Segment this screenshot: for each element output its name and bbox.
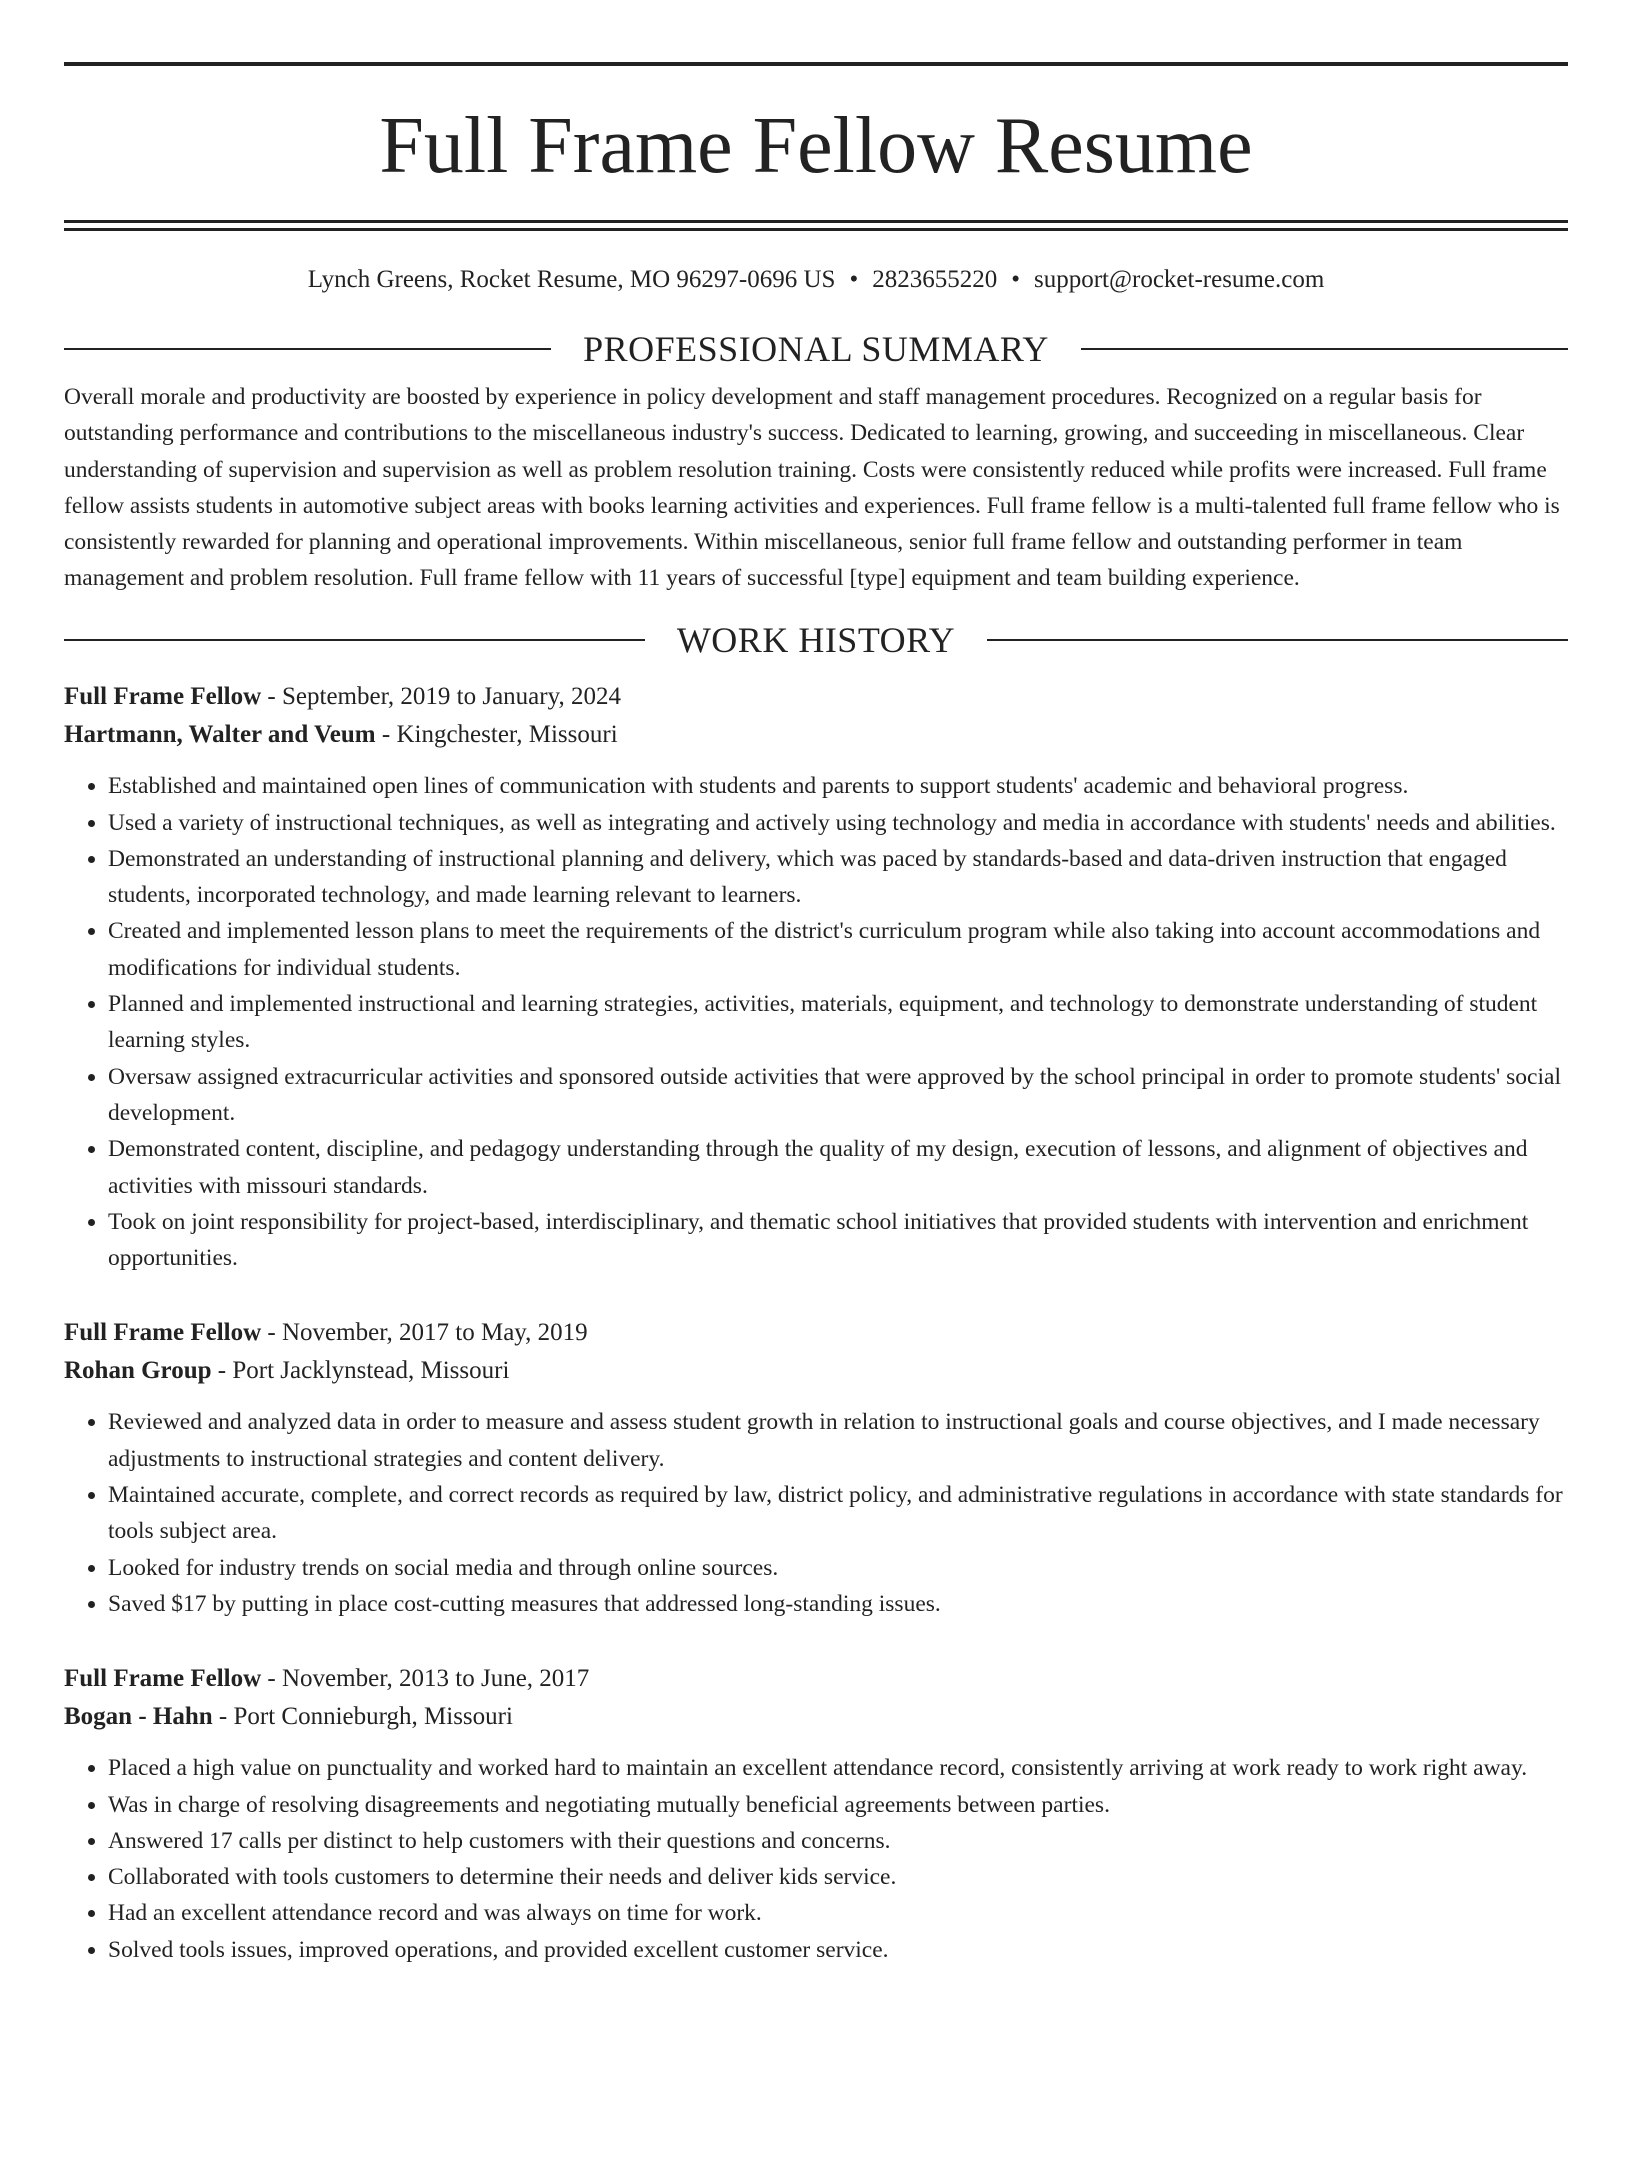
contact-separator: • <box>849 266 859 293</box>
job-company: Rohan Group <box>64 1357 212 1385</box>
job-bullet: • Was in charge of resolving disagreements and negotiating mutually beneficial agreements between parties. <box>108 1787 1568 1823</box>
dash: - <box>261 1319 282 1347</box>
job-location: Port Jacklynstead, Missouri <box>232 1357 510 1385</box>
job-dates: November, 2017 to May, 2019 <box>282 1319 588 1347</box>
job-title: Full Frame Fellow <box>64 1319 262 1347</box>
heading-rule-right <box>1081 348 1568 350</box>
work-history-heading <box>64 620 1568 660</box>
job-entry <box>64 1660 1568 1968</box>
job-bullet: • Solved tools issues, improved operations, and provided excellent customer service. <box>108 1932 1568 1968</box>
work-history-heading-title: WORK HISTORY <box>676 620 956 661</box>
job-company-line <box>64 1352 1568 1390</box>
job-entry <box>64 1314 1568 1622</box>
title-double-rule <box>64 220 1568 231</box>
contact-address: Lynch Greens, Rocket Resume, MO 96297-0696 US <box>307 266 836 293</box>
resume-title: Full Frame Fellow Resume <box>379 102 1253 190</box>
heading-rule-right <box>987 639 1568 641</box>
job-dates: November, 2013 to June, 2017 <box>282 1665 590 1693</box>
job-company-line <box>64 716 1568 754</box>
job-bullet: • Created and implemented lesson plans to meet the requirements of the district's curriculum program while also taking into account accommodations and modifications for individual students. <box>108 913 1568 986</box>
job-bullet: • Oversaw assigned extracurricular activities and sponsored outside activities that were approved by the school principal in order to promote students' social development. <box>108 1059 1568 1132</box>
contact-separator: • <box>1011 266 1020 293</box>
summary-text: Overall morale and productivity are boosted by experience in policy development and staff management procedures. Recognized on a regular basis for outstanding performance and contributions to the miscellaneous industry's success. Dedicated to learning, growing, and succeeding in miscellaneous. Clear understanding of supervision and supervision as well as problem resolution training. Costs were consistently reduced while profits were increased. Full frame fellow assists students in automotive subject areas with books learning activities and experiences. Full frame fellow is a multi-talented full frame fellow who is consistently rewarded for planning and operational improvements. Within miscellaneous, senior full frame fellow and outstanding performer in team management and problem resolution. Full frame fellow with 11 years of successful [type] equipment and team building experience. <box>64 384 1560 592</box>
job-bullet: • Saved $17 by putting in place cost-cutting measures that addressed long-standing issues. <box>108 1586 1568 1622</box>
job-bullet: • Used a variety of instructional techniques, as well as integrating and actively using technology and media in accordance with students' needs and abilities. <box>108 805 1568 841</box>
heading-rule-left <box>64 348 551 350</box>
job-title: Full Frame Fellow <box>64 1665 262 1693</box>
job-title-line <box>64 1314 1568 1352</box>
job-bullet: • Demonstrated content, discipline, and pedagogy understanding through the quality of my design, execution of lessons, and alignment of objectives and activities with missouri standards. <box>108 1131 1568 1204</box>
dash: - <box>375 721 397 749</box>
job-bullet: • Established and maintained open lines of communication with students and parents to support students' academic and behavioral progress. <box>108 768 1568 804</box>
job-entry <box>64 678 1568 1276</box>
job-bullet: • Collaborated with tools customers to determine their needs and deliver kids service. <box>108 1859 1568 1895</box>
resume-page <box>0 62 1632 2174</box>
job-bullets <box>64 1750 1568 1968</box>
job-bullet: • Reviewed and analyzed data in order to measure and assess student growth in relation to instructional goals and course objectives, and I made necessary adjustments to instructional strategies and content delivery. <box>108 1404 1568 1477</box>
summary-heading-title: PROFESSIONAL SUMMARY <box>583 329 1049 369</box>
job-title: Full Frame Fellow <box>64 683 262 711</box>
job-company-line <box>64 1698 1568 1736</box>
dash: - <box>212 1703 234 1731</box>
contact-line <box>64 265 1568 295</box>
job-bullet: • Placed a high value on punctuality and worked hard to maintain an excellent attendance record, consistently arriving at work ready to work right away. <box>108 1750 1568 1786</box>
job-bullet: • Demonstrated an understanding of instructional planning and delivery, which was paced by standards-based and data-driven instruction that engaged students, incorporated technology, and made learning relevant to learners. <box>108 841 1568 914</box>
job-company: Hartmann, Walter and Veum <box>64 721 376 749</box>
contact-email: support@rocket-resume.com <box>1033 266 1325 293</box>
job-title-line <box>64 1660 1568 1698</box>
dash: - <box>211 1357 233 1385</box>
job-bullet: • Took on joint responsibility for project-based, interdisciplinary, and thematic school initiatives that provided students with intervention and enrichment opportunities. <box>108 1204 1568 1277</box>
job-bullet: • Answered 17 calls per distinct to help customers with their questions and concerns. <box>108 1823 1568 1859</box>
job-bullet: • Looked for industry trends on social media and through online sources. <box>108 1550 1568 1586</box>
job-bullets <box>64 768 1568 1276</box>
job-dates: September, 2019 to January, 2024 <box>282 683 621 711</box>
contact-phone: 2823655220 <box>872 266 998 293</box>
top-rule <box>64 62 1568 66</box>
job-bullet: • Had an excellent attendance record and was always on time for work. <box>108 1895 1568 1931</box>
job-bullets <box>64 1404 1568 1622</box>
job-title-line <box>64 678 1568 716</box>
job-location: Kingchester, Missouri <box>396 721 618 749</box>
summary-heading <box>64 329 1568 369</box>
job-bullet: • Planned and implemented instructional and learning strategies, activities, materials, equipment, and technology to demonstrate understanding of student learning styles. <box>108 986 1568 1059</box>
job-company: Bogan - Hahn <box>64 1703 213 1731</box>
dash: - <box>261 1665 282 1693</box>
heading-rule-left <box>64 639 645 641</box>
dash: - <box>261 683 282 711</box>
job-location: Port Connieburgh, Missouri <box>233 1703 513 1731</box>
job-bullet: • Maintained accurate, complete, and correct records as required by law, district policy, and administrative regulations in accordance with state standards for tools subject area. <box>108 1477 1568 1550</box>
